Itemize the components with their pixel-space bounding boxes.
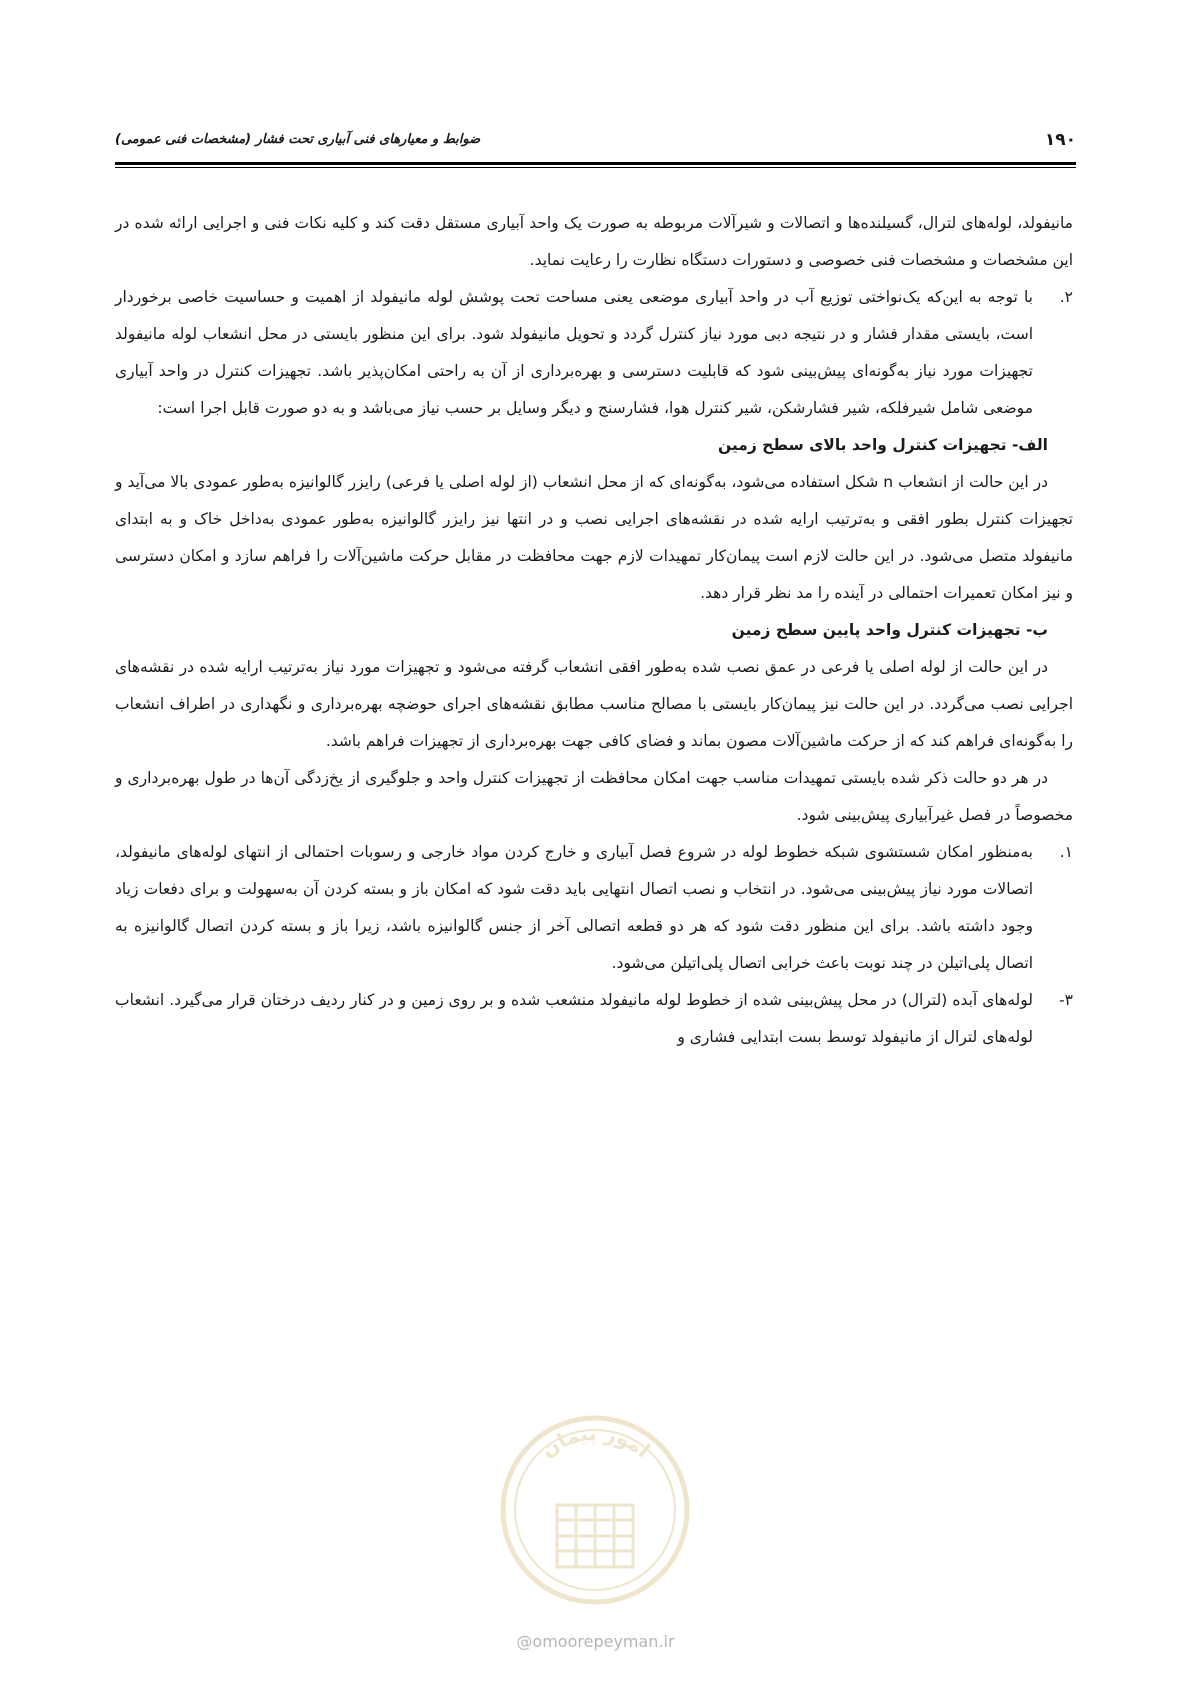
page-number: ۱۹۰ [1044, 130, 1076, 150]
section-a-paragraph: در این حالت از انشعاب n شکل استفاده می‌شود، به‌گونه‌ای که از محل انشعاب (از لوله اصلی یا فرعی) رایزر گالوانیزه به‌طور عمودی بالا می‌آید و تجهیزات کنترل بطور افقی و به‌ترتیب ارایه شده در نقشه‌های اجرایی نصب و در انتها نیز رایزر گالوانیزه به‌طور عمودی به‌داخل خاک و به ابتدای مانیفولد متصل می‌شود. در این حالت لازم است پیمان‌کار تمهیدات لازم جهت محافظت در مقابل حرکت ماشین‌آلات را فراهم سازد و امکان دسترسی و نیز امکان تعمیرات احتمالی در آینده را مد نظر قرار دهد. [115, 473, 1073, 602]
watermark-url [0, 1632, 1191, 1651]
header-rule-thick [115, 162, 1076, 165]
list-item-text: لوله‌های آبده (لترال) در محل پیش‌بینی شده از خطوط لوله مانیفولد منشعب شده و بر روی زمین و در کنار ردیف درختان قرار می‌گیرد. انشعاب لوله‌های لترال از مانیفولد توسط بست ابتدایی فشاری و [115, 991, 1033, 1046]
list-item-3 [115, 982, 1073, 1056]
junction-letter: n [883, 473, 894, 491]
at-icon: @ [516, 1632, 533, 1651]
list-item-2 [115, 279, 1073, 427]
running-title: ضوابط و معیارهای فنی آبیاری تحت فشار (مشخصات فنی عمومی) [115, 132, 481, 147]
section-b-heading: ب- تجهیزات کنترل واحد پایین سطح زمین [731, 621, 1048, 639]
general-paragraph: در هر دو حالت ذکر شده بایستی تمهیدات مناسب جهت امکان محافظت از تجهیزات کنترل واحد و جلوگیری از یخ‌زدگی آن‌ها در طول بهره‌برداری و مخصوصاً در فصل غیرآبیاری پیش‌بینی شود. [115, 769, 1073, 824]
page-body [115, 205, 1073, 1056]
list-number: ۲. [1059, 288, 1073, 306]
section-a-heading: الف- تجهیزات کنترل واحد بالای سطح زمین [717, 436, 1048, 454]
page-header [115, 128, 1076, 162]
watermark-seal [495, 1410, 695, 1610]
list-item-1 [115, 834, 1073, 982]
list-item-text: با توجه به این‌که یک‌نواختی توزیع آب در واحد آبیاری موضعی یعنی مساحت تحت پوشش لوله مانیفولد از اهمیت و حساسیت خاصی برخوردار است، بایستی مقدار فشار و در نتیجه دبی مورد نیاز کنترل گردد و تحویل مانیفولد شود. برای این منظور بایستی در محل انشعاب لوله مانیفولد تجهیزات مورد نیاز به‌گونه‌ای پیش‌بینی شود که قابلیت دسترسی و بهره‌برداری از آن به راحتی امکان‌پذیر باشد. تجهیزات کنترل در واحد آبیاری موضعی شامل شیرفلکه، شیر فشارشکن، شیر کنترل هوا، فشارسنج و دیگر وسایل بر حسب نیاز می‌باشد و به دو صورت قابل اجرا است: [115, 288, 1033, 417]
intro-continuation: مانیفولد، لوله‌های لترال، گسیلنده‌ها و اتصالات و شیرآلات مربوطه به صورت یک واحد آبیاری مستقل دقت کند و کلیه نکات فنی و اجرایی ارائه شده در این مشخصات و مشخصات فنی خصوصی و دستورات دستگاه نظارت را رعایت نماید. [115, 214, 1073, 269]
list-number: ۱. [1059, 843, 1073, 861]
seal-text: امور پیمان [536, 1420, 655, 1463]
watermark-url-text: omoorepeyman.ir [532, 1632, 675, 1651]
header-rule-thin [115, 167, 1076, 168]
list-item-text: به‌منظور امکان شستشوی شبکه خطوط لوله در شروع فصل آبیاری و خارج کردن مواد خارجی و رسوبات احتمالی از انتهای لوله‌های مانیفولد، اتصالات مورد نیاز پیش‌بینی می‌شود. در انتخاب و نصب اتصال انتهایی باید دقت شود که امکان باز و بسته کردن آن به‌سهولت و برای دفعات زیاد وجود داشته باشد. برای این منظور دقت شود که هر دو قطعه اتصالی آخر از جنس گالوانیزه باشد، زیرا باز و بسته کردن اتصال گالوانیزه به اتصال پلی‌اتیلن در چند نوبت باعث خرابی اتصال پلی‌اتیلن می‌شود. [115, 843, 1033, 972]
section-b-paragraph: در این حالت از لوله اصلی یا فرعی در عمق نصب شده به‌طور افقی انشعاب گرفته می‌شود و تجهیزات مورد نیاز به‌ترتیب ارایه شده در نقشه‌های اجرایی نصب می‌گردد. در این حالت نیز پیمان‌کار بایستی با مصالح مناسب مطابق نقشه‌های اجرای حوضچه بهره‌برداری و نگهداری در اطراف انشعاب را به‌گونه‌ای فراهم کند که از حرکت ماشین‌آلات مصون بماند و فضای کافی جهت بهره‌برداری از تجهیزات فراهم باشد. [115, 658, 1073, 750]
list-number: ۳- [1059, 991, 1073, 1009]
